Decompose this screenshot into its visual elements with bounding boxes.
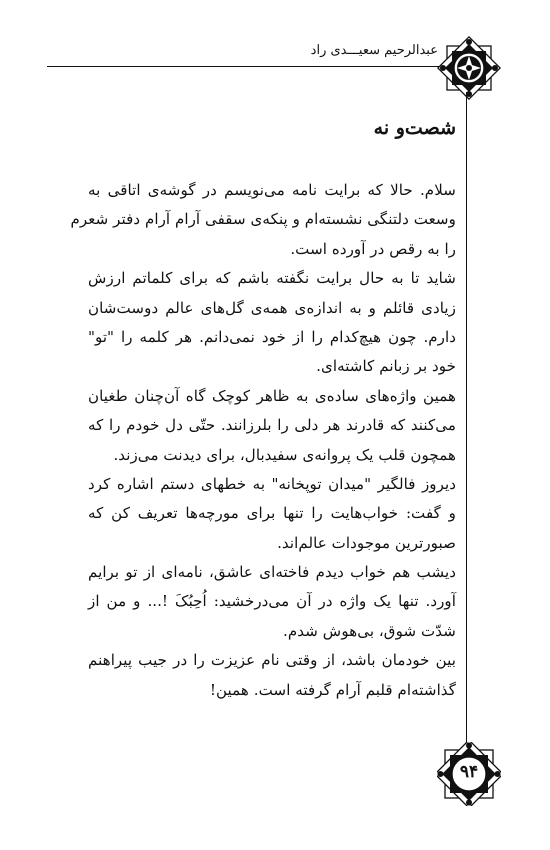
paragraph xyxy=(88,264,456,382)
header-rule xyxy=(47,66,442,67)
text-line: دیشب هم خواب دیدم فاخته‌ای عاشق، نامه‌ای از تو برایم xyxy=(88,563,456,582)
text-line: وسعت دلتنگی نشسته‌ام و پنکه‌ی سقفی آرام آرام دفتر شعرم xyxy=(70,210,456,229)
text-line: زیادی قائلم و به اندازه‌ی همه‌ی گل‌های عالم دوست‌شان xyxy=(88,298,456,317)
text-line: سلام. حالا که برایت نامه می‌نویسم در گوشه‌ی اتاقی به xyxy=(88,181,456,199)
octagonal-ornament-icon xyxy=(437,36,501,100)
text-line: خود بر زبانم کاشته‌ای. xyxy=(316,357,456,376)
text-line: همچون قلب یک پروانه‌ی سفیدبال، برای دیدنت می‌زند. xyxy=(113,445,456,464)
page-number: ۹۴ xyxy=(459,762,479,782)
paragraph xyxy=(88,382,456,470)
paragraph xyxy=(70,176,456,264)
text-line: همین واژه‌های ساده‌ی به ظاهر کوچک گاه آن‌چنان طغیان xyxy=(88,386,456,405)
text-line: و گفت: خواب‌هایت را تنها برای مورچه‌ها تعریف کن که xyxy=(88,504,456,523)
paragraph xyxy=(88,558,456,646)
text-line: را به رقص در آورده است. xyxy=(290,239,456,258)
margin-vertical-rule xyxy=(466,92,467,742)
text-line: دیروز فالگیر "میدان توپخانه" به خطهای دستم اشاره کرد xyxy=(88,474,456,493)
text-line: صبورترین موجودات عالم‌اند. xyxy=(277,533,456,552)
paragraph xyxy=(88,646,456,705)
text-line: شاید تا به حال برایت نگفته باشم که برای کلماتم ارزش xyxy=(88,269,456,288)
running-header-author: عبدالرحیم سعیـــدی راد xyxy=(310,43,438,58)
paragraph xyxy=(88,470,456,558)
letter-body xyxy=(70,176,456,705)
text-line: شدّت شوق، بی‌هوش شدم. xyxy=(283,621,456,640)
chapter-title: شصت‌و نه xyxy=(373,117,456,139)
text-line: گذاشته‌ام قلبم آرام گرفته است. همین! xyxy=(209,680,456,699)
text-line: می‌کنند که قادرند هر دلی را بلرزانند. حتّی دل خودم را که xyxy=(88,416,456,435)
text-line: دارم. چون هیچ‌کدام را از خود نمی‌دانم. هر کلمه را "تو" xyxy=(88,327,456,346)
text-line: آورد. تنها یک واژه در آن می‌درخشید: اُحِبُکَ !... و من از xyxy=(88,592,456,611)
text-line: بین خودمان باشد، از وقتی نام عزیزت را در جیب پیراهنم xyxy=(88,651,456,670)
